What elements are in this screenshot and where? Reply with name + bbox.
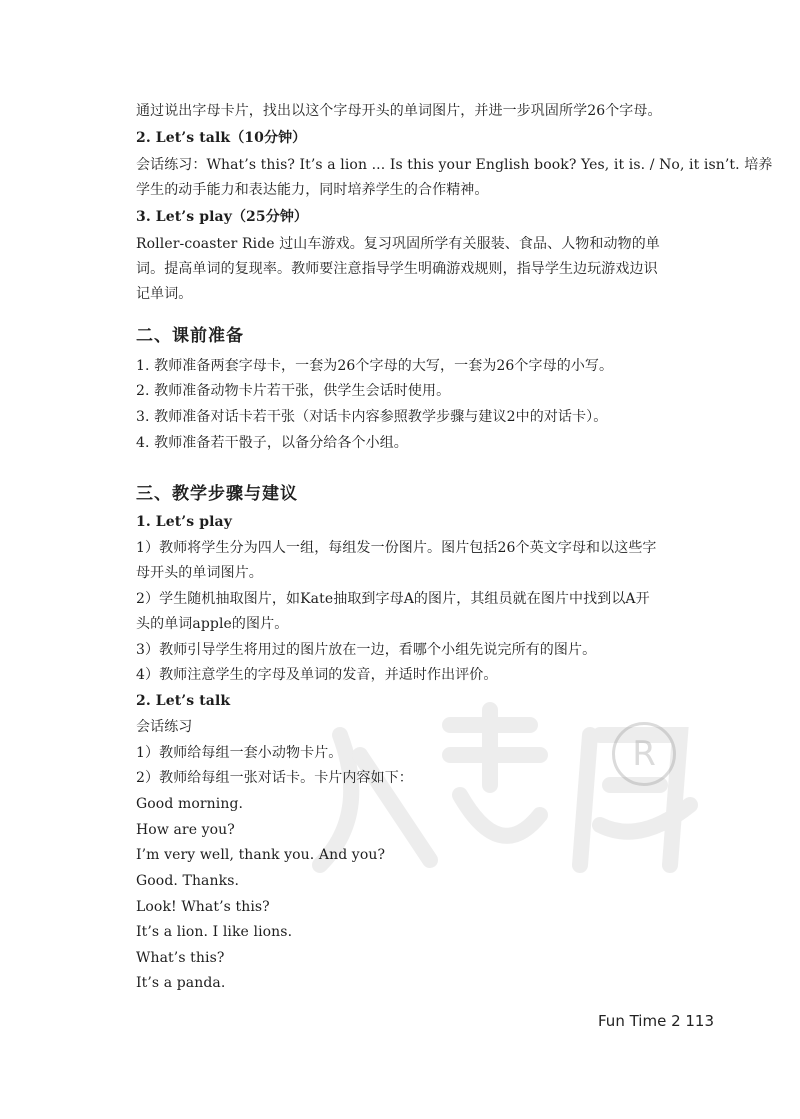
dialogue-line: What’s this?	[136, 950, 225, 966]
paragraph-line: 会话练习：What’s this? It’s a lion ... Is this your English book? Yes, it is. / No, it isn’t. 培养	[136, 157, 773, 173]
list-item: 3. 教师准备对话卡若干张（对话卡内容参照教学步骤与建议2中的对话卡）。	[136, 409, 608, 425]
dialogue-line: Good morning.	[136, 796, 244, 812]
paragraph-line: Roller-coaster Ride 过山车游戏。复习巩固所学有关服装、食品、人物和动物的单	[136, 236, 660, 252]
paragraph-line: 头的单词apple的图片。	[136, 616, 289, 632]
page-footer: Fun Time 2 113	[598, 1012, 715, 1030]
paragraph-line: 2）学生随机抽取图片，如Kate抽取到字母A的图片，其组员就在图片中找到以A开	[136, 591, 650, 607]
dialogue-line: How are you?	[136, 822, 235, 838]
paragraph-line: 通过说出字母卡片，找出以这个字母开头的单词图片，并进一步巩固所学26个字母。	[136, 103, 662, 119]
subheading-lets-talk: 2. Let’s talk	[136, 693, 231, 709]
subheading-lets-play: 3. Let’s play（25分钟）	[136, 209, 309, 225]
subheading-lets-talk: 2. Let’s talk（10分钟）	[136, 130, 307, 146]
paragraph-line: 2）教师给每组一张对话卡。卡片内容如下：	[136, 770, 413, 786]
dialogue-line: I’m very well, thank you. And you?	[136, 847, 386, 863]
dialogue-line: It’s a lion. I like lions.	[136, 924, 293, 940]
paragraph-line: 学生的动手能力和表达能力，同时培养学生的合作精神。	[136, 182, 489, 198]
list-item: 1. 教师准备两套字母卡，一套为26个字母的大写，一套为26个字母的小写。	[136, 358, 614, 374]
section-heading-teaching-steps: 三、教学步骤与建议	[136, 484, 298, 504]
section-heading-preparation: 二、课前准备	[136, 326, 244, 346]
paragraph-line: 3）教师引导学生将用过的图片放在一边，看哪个小组先说完所有的图片。	[136, 642, 597, 658]
paragraph-line: 1）教师将学生分为四人一组，每组发一份图片。图片包括26个英文字母和以这些字	[136, 540, 657, 556]
subheading-lets-play: 1. Let’s play	[136, 514, 232, 530]
list-item: 4. 教师准备若干骰子，以备分给各个小组。	[136, 435, 408, 451]
dialogue-line: It’s a panda.	[136, 975, 226, 991]
dialogue-line: Good. Thanks.	[136, 873, 240, 889]
paragraph-line: 4）教师注意学生的字母及单词的发音，并适时作出评价。	[136, 667, 498, 683]
list-item: 2. 教师准备动物卡片若干张，供学生会话时使用。	[136, 383, 451, 399]
paragraph-line: 词。提高单词的复现率。教师要注意指导学生明确游戏规则，指导学生边玩游戏边识	[136, 261, 658, 277]
paragraph-line: 母开头的单词图片。	[136, 565, 263, 581]
dialogue-line: Look! What’s this?	[136, 899, 270, 915]
registered-mark-icon: R	[612, 722, 676, 786]
paragraph-line: 会话练习	[136, 719, 193, 735]
paragraph-line: 记单词。	[136, 286, 193, 302]
paragraph-line: 1）教师给每组一套小动物卡片。	[136, 745, 343, 761]
